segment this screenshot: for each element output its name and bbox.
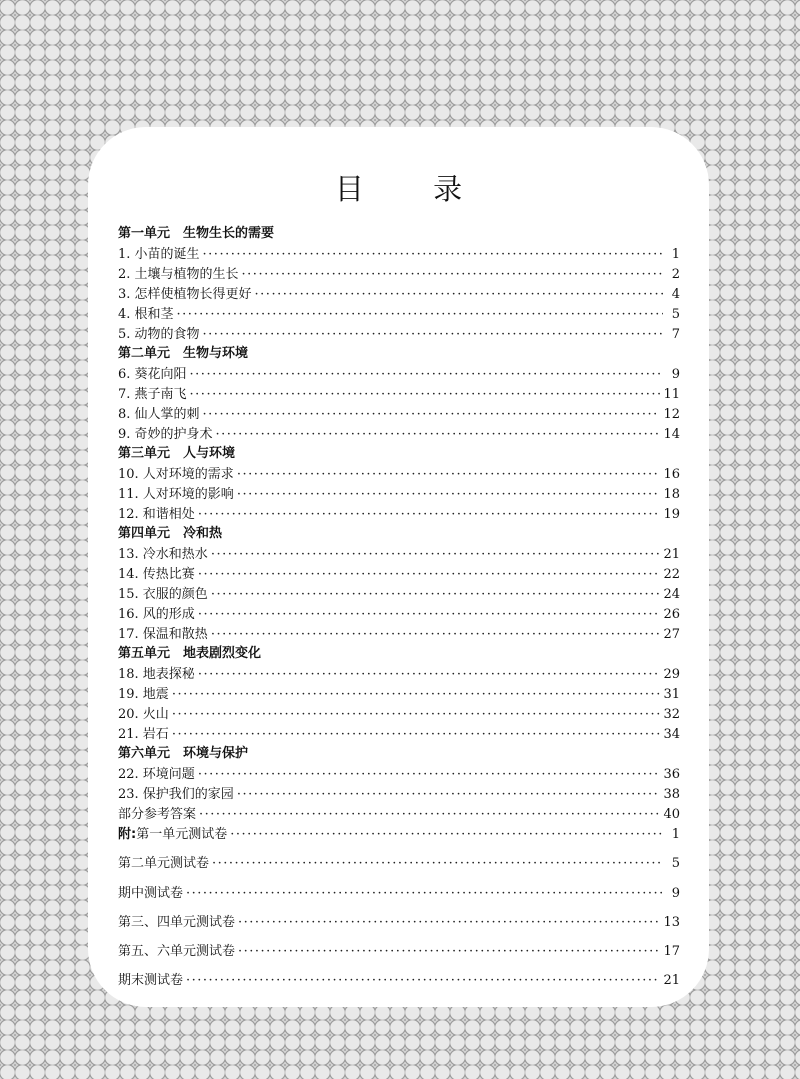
toc-entry-label: 19. 地震 — [118, 687, 169, 702]
dot-leader — [211, 627, 661, 643]
toc-entry[interactable] — [118, 283, 680, 303]
page-number: 31 — [663, 687, 680, 702]
dot-leader — [186, 973, 660, 989]
toc-entry[interactable] — [118, 243, 680, 263]
page-number: 27 — [663, 627, 680, 642]
toc-entry-label: 14. 传热比赛 — [118, 567, 195, 582]
toc-entry[interactable] — [118, 503, 680, 523]
page-number: 17 — [663, 944, 680, 960]
page-number: 2 — [671, 267, 680, 282]
dot-leader — [199, 807, 660, 823]
dot-leader — [172, 687, 661, 703]
toc-entry-label: 第三、四单元测试卷 — [118, 914, 236, 930]
dot-leader — [203, 247, 663, 263]
toc-entry-label: 21. 岩石 — [118, 727, 169, 742]
dot-leader — [203, 407, 661, 423]
toc-entry[interactable] — [118, 563, 680, 583]
page-number: 5 — [671, 856, 680, 872]
toc-entry-label: 10. 人对环境的需求 — [118, 467, 234, 482]
toc-entry-label: 17. 保温和散热 — [118, 627, 208, 642]
dot-leader — [211, 547, 661, 563]
dot-leader — [237, 467, 661, 483]
toc-entry-label: 15. 衣服的颜色 — [118, 587, 208, 602]
toc-entry-label: 12. 和谐相处 — [118, 507, 195, 522]
toc-entry[interactable] — [118, 663, 680, 683]
toc-entry[interactable] — [118, 723, 680, 743]
toc-entry[interactable] — [118, 543, 680, 563]
dot-leader — [190, 387, 661, 403]
toc-entry[interactable] — [118, 683, 680, 703]
toc-entry-label: 第五、六单元测试卷 — [118, 944, 236, 960]
toc-entry[interactable] — [118, 303, 680, 323]
toc-entry-label: 期末测试卷 — [118, 973, 184, 989]
dot-leader — [198, 767, 661, 783]
toc-card — [88, 127, 709, 1007]
appendix-entry[interactable] — [118, 872, 680, 901]
toc-entry[interactable] — [118, 383, 680, 403]
page-number: 22 — [663, 567, 680, 582]
dot-leader — [237, 787, 661, 803]
unit-heading: 第三单元 人与环境 — [118, 446, 236, 461]
page-number: 36 — [663, 767, 680, 782]
page-number: 32 — [663, 707, 680, 722]
page-number: 13 — [663, 914, 680, 930]
dot-leader — [238, 944, 660, 960]
toc-entry-label: 18. 地表探秘 — [118, 667, 195, 682]
page-number: 12 — [663, 407, 680, 422]
toc-entry[interactable] — [118, 423, 680, 443]
toc-entry[interactable] — [118, 703, 680, 723]
toc-entry-label: 13. 冷水和热水 — [118, 547, 208, 562]
appendix-prefix: 附: — [118, 827, 137, 842]
toc-entry-label: 6. 葵花向阳 — [118, 367, 187, 382]
toc-entry[interactable] — [118, 363, 680, 383]
page-number: 19 — [663, 507, 680, 522]
toc-entry[interactable] — [118, 623, 680, 643]
dot-leader — [198, 607, 661, 623]
dot-leader — [198, 567, 661, 583]
dot-leader — [216, 427, 661, 443]
dot-leader — [177, 307, 663, 323]
toc-entry-label: 部分参考答案 — [118, 807, 197, 822]
page-number: 38 — [663, 787, 680, 802]
dot-leader — [172, 727, 661, 743]
dot-leader — [230, 827, 663, 843]
unit-heading: 第五单元 地表剧烈变化 — [118, 646, 262, 661]
toc-entry-label: 11. 人对环境的影响 — [118, 487, 234, 502]
toc-entry-label: 23. 保护我们的家园 — [118, 787, 234, 802]
toc-entry[interactable] — [118, 463, 680, 483]
page-number: 34 — [663, 727, 680, 742]
toc-entry-label: 5. 动物的食物 — [118, 327, 200, 342]
page-title: 目 录 — [334, 172, 493, 206]
dot-leader — [198, 667, 661, 683]
unit-heading: 第六单元 环境与保护 — [118, 746, 249, 761]
page-number: 9 — [671, 367, 680, 382]
toc-entry-label: 9. 奇妙的护身术 — [118, 427, 213, 442]
dot-leader — [172, 707, 661, 723]
toc-entry-label: 22. 环境问题 — [118, 767, 195, 782]
appendix-entry[interactable] — [118, 823, 680, 843]
table-of-contents — [118, 223, 680, 989]
dot-leader — [238, 915, 660, 931]
page-number: 14 — [663, 427, 680, 442]
dot-leader — [186, 886, 663, 902]
page-number: 29 — [663, 667, 680, 682]
toc-entry-label: 第二单元测试卷 — [118, 856, 210, 872]
page-number: 40 — [663, 807, 680, 822]
toc-entry[interactable] — [118, 783, 680, 803]
appendix-entry[interactable] — [118, 843, 680, 872]
dot-leader — [198, 507, 661, 523]
dot-leader — [190, 367, 663, 383]
toc-entry[interactable] — [118, 263, 680, 283]
dot-leader — [212, 856, 663, 872]
toc-entry-label: 第一单元测试卷 — [136, 827, 228, 842]
dot-leader — [237, 487, 661, 503]
appendix-entry[interactable] — [118, 960, 680, 989]
toc-entry-label: 20. 火山 — [118, 707, 169, 722]
unit-heading: 第二单元 生物与环境 — [118, 346, 249, 361]
toc-entry-label: 7. 燕子南飞 — [118, 387, 187, 402]
toc-entry[interactable] — [118, 603, 680, 623]
toc-entry[interactable] — [118, 403, 680, 423]
dot-leader — [211, 587, 661, 603]
toc-entry-label: 16. 风的形成 — [118, 607, 195, 622]
toc-entry[interactable] — [118, 763, 680, 783]
toc-entry[interactable] — [118, 323, 680, 343]
appendix-entry[interactable] — [118, 902, 680, 931]
page-number: 7 — [671, 327, 680, 342]
page-number: 21 — [663, 547, 680, 562]
toc-entry-label: 1. 小苗的诞生 — [118, 247, 200, 262]
toc-entry-label: 8. 仙人掌的刺 — [118, 407, 200, 422]
page-number: 11 — [663, 387, 680, 402]
toc-entry-label: 2. 土壤与植物的生长 — [118, 267, 239, 282]
dot-leader — [203, 327, 663, 343]
toc-entry-label: 期中测试卷 — [118, 885, 184, 901]
page-number: 16 — [663, 467, 680, 482]
page-number: 1 — [671, 247, 680, 262]
toc-entry[interactable] — [118, 583, 680, 603]
page-number: 21 — [663, 973, 680, 989]
page-number: 24 — [663, 587, 680, 602]
page-number: 18 — [663, 487, 680, 502]
page-number: 5 — [671, 307, 680, 322]
toc-entry[interactable] — [118, 483, 680, 503]
page-number: 4 — [671, 287, 680, 302]
page-number: 9 — [671, 885, 680, 901]
answers-entry[interactable] — [118, 803, 680, 823]
appendix-entry[interactable] — [118, 931, 680, 960]
dot-leader — [255, 287, 663, 303]
toc-entry-label: 3. 怎样使植物长得更好 — [118, 287, 252, 302]
toc-entry-label: 4. 根和茎 — [118, 307, 174, 322]
unit-heading: 第一单元 生物生长的需要 — [118, 226, 275, 241]
page-number: 1 — [671, 827, 680, 842]
page-number: 26 — [663, 607, 680, 622]
dot-leader — [242, 267, 663, 283]
unit-heading: 第四单元 冷和热 — [118, 526, 223, 541]
